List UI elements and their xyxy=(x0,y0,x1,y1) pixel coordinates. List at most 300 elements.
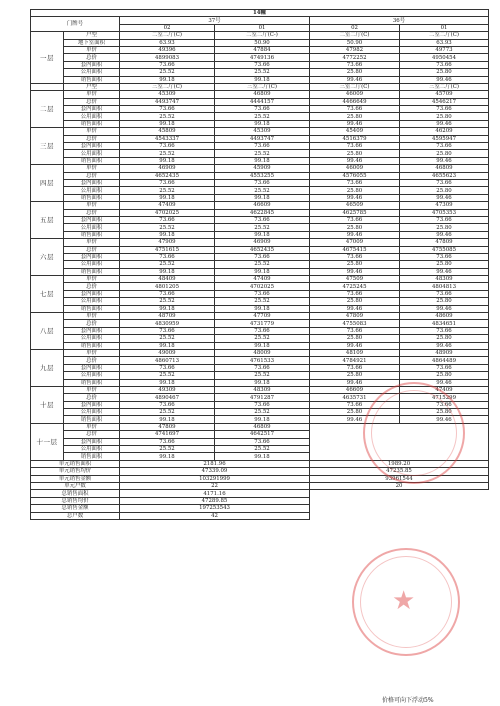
row-label-sale: 销售面积 xyxy=(64,379,120,386)
row-label-sale: 销售面积 xyxy=(64,231,120,238)
sale-area: 99.46 xyxy=(310,120,400,127)
summary-total-avg-label: 总销售均价 xyxy=(31,497,120,504)
public-area: 25.80 xyxy=(400,335,489,342)
unit-price: 45709 xyxy=(400,91,489,98)
sale-area: 99.46 xyxy=(310,157,400,164)
row-label-price: 单价 xyxy=(64,91,120,98)
basement-area: 63.93 xyxy=(400,39,489,46)
summary-total-avg: 47289.85 xyxy=(120,497,310,504)
unit-price: 49309 xyxy=(120,386,215,393)
unit-price: 47309 xyxy=(400,202,489,209)
sale-area: 99.18 xyxy=(215,120,310,127)
summary-total-amount-label: 总销售金额 xyxy=(31,505,120,512)
sale-area: 99.18 xyxy=(120,416,215,423)
public-area: 25.52 xyxy=(120,187,215,194)
floor-label: 六层 xyxy=(31,239,64,276)
unit-price: 46009 xyxy=(310,165,400,172)
row-label-public: 公用面积 xyxy=(64,113,120,120)
row-label-total: 总价 xyxy=(64,394,120,401)
inner-area: 73.66 xyxy=(310,143,400,150)
total-price: 4761533 xyxy=(215,357,310,364)
sale-area: 99.46 xyxy=(400,379,489,386)
inner-area: 73.66 xyxy=(400,106,489,113)
public-area: 25.80 xyxy=(400,187,489,194)
unit-type: 二室二厅(C) xyxy=(120,32,215,39)
floor-label: 九层 xyxy=(31,349,64,386)
summary-unit-sale-area: 2181.96 xyxy=(120,460,310,467)
row-label-total: 总价 xyxy=(64,431,120,438)
summary-total-area-label: 总销售面积 xyxy=(31,490,120,497)
public-area: 25.80 xyxy=(400,150,489,157)
total-price: 4655623 xyxy=(400,172,489,179)
basement-area: 50.90 xyxy=(310,39,400,46)
sale-area: 99.46 xyxy=(310,379,400,386)
public-area: 25.52 xyxy=(120,150,215,157)
inner-area: 73.66 xyxy=(120,401,215,408)
inner-area: 73.66 xyxy=(120,438,215,445)
public-area: 25.80 xyxy=(400,113,489,120)
empty-cell xyxy=(310,505,489,512)
public-area: 25.80 xyxy=(400,224,489,231)
unit-price: 49396 xyxy=(120,46,215,53)
unit-price: 48909 xyxy=(400,349,489,356)
row-label-basement: 地下室面积 xyxy=(64,39,120,46)
row-label-price: 单价 xyxy=(64,46,120,53)
total-price: 4444157 xyxy=(215,98,310,105)
inner-area: 73.66 xyxy=(120,364,215,371)
public-area: 25.52 xyxy=(215,372,310,379)
floor-label: 二层 xyxy=(31,91,64,128)
inner-area: 73.66 xyxy=(400,143,489,150)
row-label-public: 公用面积 xyxy=(64,298,120,305)
unit-price: 47409 xyxy=(400,386,489,393)
inner-area: 73.66 xyxy=(120,179,215,186)
unit-price: 46909 xyxy=(215,239,310,246)
row-label-total: 总价 xyxy=(64,135,120,142)
public-area: 25.80 xyxy=(400,409,489,416)
inner-area: 73.66 xyxy=(215,438,310,445)
sale-area: 99.46 xyxy=(400,194,489,201)
sale-area: 99.18 xyxy=(215,453,310,460)
unit-price: 46809 xyxy=(215,91,310,98)
inner-area: 73.66 xyxy=(400,327,489,334)
row-label-public: 公用面积 xyxy=(64,372,120,379)
room-number: 02 xyxy=(310,24,400,31)
row-label-total: 总价 xyxy=(64,357,120,364)
sale-area: 99.18 xyxy=(120,379,215,386)
sale-area: 99.46 xyxy=(310,231,400,238)
sale-area: 99.18 xyxy=(120,157,215,164)
unit-price: 45909 xyxy=(215,165,310,172)
inner-area: 73.66 xyxy=(310,290,400,297)
row-label-sale: 销售面积 xyxy=(64,194,120,201)
summary-unit-avg-price-label: 单元销售均价 xyxy=(31,468,120,475)
sale-area: 99.46 xyxy=(310,305,400,312)
price-note: 价格可向下浮动5% xyxy=(382,697,434,704)
row-label-inner: 套内面积 xyxy=(64,106,120,113)
total-price: 4772252 xyxy=(310,54,400,61)
total-price: 4784921 xyxy=(310,357,400,364)
row-label-inner: 套内面积 xyxy=(64,179,120,186)
unit-price: 46909 xyxy=(120,165,215,172)
floor-label: 四层 xyxy=(31,165,64,202)
sale-area: 99.46 xyxy=(400,76,489,83)
total-price: 4804813 xyxy=(400,283,489,290)
sale-area: 99.18 xyxy=(215,194,310,201)
row-label-total: 总价 xyxy=(64,283,120,290)
total-price: 4834651 xyxy=(400,320,489,327)
room-number: 01 xyxy=(400,24,489,31)
total-price: 4830959 xyxy=(120,320,215,327)
row-label-inner: 套内面积 xyxy=(64,216,120,223)
sale-area: 99.18 xyxy=(215,268,310,275)
sale-area: 99.18 xyxy=(215,416,310,423)
row-label-sale: 销售面积 xyxy=(64,342,120,349)
total-price: 4751615 xyxy=(120,246,215,253)
inner-area: 73.66 xyxy=(400,253,489,260)
public-area: 25.52 xyxy=(120,224,215,231)
public-area: 25.80 xyxy=(400,298,489,305)
row-label-total: 总价 xyxy=(64,246,120,253)
unit-price: 48709 xyxy=(120,313,215,320)
row-label-total: 总价 xyxy=(64,209,120,216)
row-label-sale: 销售面积 xyxy=(64,268,120,275)
inner-area: 73.66 xyxy=(400,364,489,371)
public-area: 25.52 xyxy=(120,113,215,120)
total-price: 4890467 xyxy=(120,394,215,401)
sale-area: 99.46 xyxy=(310,342,400,349)
row-label-public: 公用面积 xyxy=(64,69,120,76)
row-label-sale: 销售面积 xyxy=(64,305,120,312)
public-area: 25.52 xyxy=(120,409,215,416)
sale-area: 99.18 xyxy=(215,231,310,238)
sale-area: 99.18 xyxy=(215,342,310,349)
total-price: 4715299 xyxy=(400,394,489,401)
unit-price: 47909 xyxy=(120,239,215,246)
sale-area: 99.46 xyxy=(400,305,489,312)
total-price: 4576055 xyxy=(310,172,400,179)
unit-type: 三室二厅(C) xyxy=(310,83,400,90)
summary-unit-total: 93961544 xyxy=(310,475,489,482)
total-price: 4625785 xyxy=(310,209,400,216)
row-label-sale: 销售面积 xyxy=(64,157,120,164)
sale-area: 99.18 xyxy=(215,157,310,164)
total-price: 4702025 xyxy=(215,283,310,290)
public-area: 25.52 xyxy=(215,446,310,453)
total-price: 4675415 xyxy=(310,246,400,253)
sale-area: 99.18 xyxy=(120,342,215,349)
empty-cell xyxy=(310,512,489,519)
summary-unit-count: 22 xyxy=(120,483,310,490)
summary-unit-sale-area-label: 单元销售面积 xyxy=(31,460,120,467)
basement-area: 63.93 xyxy=(120,39,215,46)
inner-area: 73.66 xyxy=(215,290,310,297)
total-price: 4860713 xyxy=(120,357,215,364)
row-label-sale: 销售面积 xyxy=(64,453,120,460)
sale-area: 99.46 xyxy=(400,120,489,127)
public-area: 25.80 xyxy=(310,150,400,157)
inner-area: 73.66 xyxy=(310,179,400,186)
inner-area: 73.66 xyxy=(400,401,489,408)
inner-area: 73.66 xyxy=(310,106,400,113)
floor-label: 十一层 xyxy=(31,423,64,460)
total-price: 4899083 xyxy=(120,54,215,61)
summary-unit-total: 103291999 xyxy=(120,475,310,482)
unit-price: 48409 xyxy=(120,276,215,283)
unit-price: 45409 xyxy=(310,128,400,135)
floor-label-blank xyxy=(31,83,64,90)
row-label-total: 总价 xyxy=(64,172,120,179)
unit-price: 45309 xyxy=(215,128,310,135)
sale-area: 99.46 xyxy=(310,416,400,423)
row-label-inner: 套内面积 xyxy=(64,253,120,260)
summary-unit-avg-price: 47339.09 xyxy=(120,468,310,475)
unit-37-header: 37号 xyxy=(120,17,310,24)
inner-area: 73.66 xyxy=(215,106,310,113)
row-label-inner: 套内面积 xyxy=(64,61,120,68)
total-price: 4543337 xyxy=(120,135,215,142)
sale-area: 99.18 xyxy=(120,194,215,201)
total-price: 4755085 xyxy=(400,246,489,253)
unit-price: 46509 xyxy=(310,202,400,209)
public-area: 25.52 xyxy=(215,335,310,342)
public-area: 25.52 xyxy=(215,298,310,305)
row-label-type: 户型 xyxy=(64,32,120,39)
public-area: 25.80 xyxy=(310,224,400,231)
total-price: 4652435 xyxy=(215,246,310,253)
row-label-price: 单价 xyxy=(64,313,120,320)
total-price: 4516379 xyxy=(310,135,400,142)
row-label-total: 总价 xyxy=(64,98,120,105)
total-price: 4950454 xyxy=(400,54,489,61)
inner-area: 73.66 xyxy=(120,143,215,150)
inner-area: 73.66 xyxy=(215,327,310,334)
unit-price: 47009 xyxy=(310,239,400,246)
sale-area: 99.46 xyxy=(400,268,489,275)
total-price: 4801205 xyxy=(120,283,215,290)
public-area: 25.80 xyxy=(400,261,489,268)
public-area: 25.52 xyxy=(120,69,215,76)
row-label-price: 单价 xyxy=(64,423,120,430)
floor-label: 十层 xyxy=(31,386,64,423)
floor-label: 一层 xyxy=(31,32,64,84)
unit-price: 48009 xyxy=(215,349,310,356)
public-area: 25.52 xyxy=(120,298,215,305)
inner-area: 73.66 xyxy=(310,253,400,260)
public-area: 25.52 xyxy=(215,187,310,194)
total-price: 4652435 xyxy=(120,172,215,179)
unit-price: 46009 xyxy=(310,91,400,98)
empty-cell xyxy=(310,497,489,504)
floor-label: 五层 xyxy=(31,202,64,239)
row-label-price: 单价 xyxy=(64,239,120,246)
sale-area: 99.18 xyxy=(215,76,310,83)
row-label-public: 公用面积 xyxy=(64,446,120,453)
sale-area: 99.46 xyxy=(310,76,400,83)
public-area: 25.52 xyxy=(215,409,310,416)
unit-type: 三室二厅(C) xyxy=(120,83,215,90)
sale-area: 99.46 xyxy=(310,268,400,275)
inner-area: 73.66 xyxy=(120,216,215,223)
row-label-inner: 套内面积 xyxy=(64,327,120,334)
unit-price: 47709 xyxy=(215,313,310,320)
row-label-public: 公用面积 xyxy=(64,335,120,342)
total-price: 4749136 xyxy=(215,54,310,61)
row-label-price: 单价 xyxy=(64,276,120,283)
sale-area: 99.46 xyxy=(310,194,400,201)
red-seal-stamp: ★ xyxy=(352,548,460,656)
sale-area: 99.46 xyxy=(400,157,489,164)
unit-price: 46609 xyxy=(215,202,310,209)
public-area: 25.80 xyxy=(400,372,489,379)
public-area: 25.80 xyxy=(310,187,400,194)
inner-area: 73.66 xyxy=(120,61,215,68)
sale-area: 99.18 xyxy=(120,231,215,238)
total-price: 4705353 xyxy=(400,209,489,216)
inner-area: 73.66 xyxy=(215,179,310,186)
empty-cell xyxy=(310,490,489,497)
total-price: 4755083 xyxy=(310,320,400,327)
row-label-inner: 套内面积 xyxy=(64,401,120,408)
unit-price: 47982 xyxy=(310,46,400,53)
inner-area: 73.66 xyxy=(400,216,489,223)
public-area: 25.80 xyxy=(310,298,400,305)
inner-area: 73.66 xyxy=(215,61,310,68)
unit-price: 47409 xyxy=(215,276,310,283)
inner-area: 73.66 xyxy=(215,216,310,223)
total-price: 4595947 xyxy=(400,135,489,142)
public-area: 25.52 xyxy=(215,150,310,157)
public-area: 25.52 xyxy=(120,261,215,268)
inner-area: 73.66 xyxy=(310,327,400,334)
sale-area: 99.18 xyxy=(120,305,215,312)
total-price: 4546217 xyxy=(400,98,489,105)
unit-type: 二室二厅(C-) xyxy=(215,32,310,39)
summary-unit-count: 20 xyxy=(310,483,489,490)
inner-area: 73.66 xyxy=(310,61,400,68)
unit-price: 47809 xyxy=(400,239,489,246)
total-price: 4553255 xyxy=(215,172,310,179)
public-area: 25.80 xyxy=(310,372,400,379)
inner-area: 73.66 xyxy=(310,216,400,223)
red-seal-stamp xyxy=(363,382,465,484)
unit-price: 46809 xyxy=(400,165,489,172)
unit-price: 46809 xyxy=(215,423,310,430)
unit-type: 三室二厅(C) xyxy=(400,83,489,90)
row-label-sale: 销售面积 xyxy=(64,76,120,83)
unit-price: 49009 xyxy=(120,349,215,356)
public-area: 25.80 xyxy=(310,335,400,342)
row-label-public: 公用面积 xyxy=(64,224,120,231)
inner-area: 73.66 xyxy=(310,364,400,371)
unit-price: 49773 xyxy=(400,46,489,53)
total-price: 4493747 xyxy=(215,135,310,142)
inner-area: 73.66 xyxy=(215,253,310,260)
unit-price: 48309 xyxy=(215,386,310,393)
row-label-inner: 套内面积 xyxy=(64,438,120,445)
unit-price: 47809 xyxy=(120,423,215,430)
room-number: 02 xyxy=(120,24,215,31)
sale-area: 99.46 xyxy=(400,416,489,423)
inner-area: 73.66 xyxy=(120,290,215,297)
unit-price: 48609 xyxy=(400,313,489,320)
public-area: 25.52 xyxy=(215,69,310,76)
row-label-public: 公用面积 xyxy=(64,187,120,194)
row-label-price: 单价 xyxy=(64,128,120,135)
total-price: 4725245 xyxy=(310,283,400,290)
building-title: 14幢 xyxy=(31,10,489,17)
public-area: 25.52 xyxy=(120,446,215,453)
row-label-price: 单价 xyxy=(64,349,120,356)
inner-area: 73.66 xyxy=(215,143,310,150)
summary-total-amount: 197253543 xyxy=(120,505,310,512)
public-area: 25.52 xyxy=(120,372,215,379)
row-label-inner: 套内面积 xyxy=(64,364,120,371)
sale-area: 99.18 xyxy=(120,268,215,275)
row-label-price: 单价 xyxy=(64,165,120,172)
public-area: 25.52 xyxy=(215,113,310,120)
sale-area: 99.18 xyxy=(215,379,310,386)
unit-price: 47884 xyxy=(215,46,310,53)
unit-price: 47509 xyxy=(310,276,400,283)
inner-area: 73.66 xyxy=(310,401,400,408)
row-label-inner: 套内面积 xyxy=(64,143,120,150)
summary-unit-sale-area: 1989.20 xyxy=(310,460,489,467)
unit-price: 46209 xyxy=(400,128,489,135)
row-label-public: 公用面积 xyxy=(64,409,120,416)
total-price: 4731779 xyxy=(215,320,310,327)
public-area: 25.80 xyxy=(400,69,489,76)
public-area: 25.80 xyxy=(310,69,400,76)
sale-area: 99.46 xyxy=(400,231,489,238)
row-label-sale: 销售面积 xyxy=(64,416,120,423)
summary-total-count-label: 总户数 xyxy=(31,512,120,519)
inner-area: 73.66 xyxy=(215,364,310,371)
basement-area: 50.90 xyxy=(215,39,310,46)
summary-unit-total-label: 单元销售金额 xyxy=(31,475,120,482)
unit-price: 47409 xyxy=(120,202,215,209)
total-price: 4642517 xyxy=(215,431,310,438)
sale-area: 99.18 xyxy=(215,305,310,312)
unit-price: 48109 xyxy=(310,349,400,356)
public-area: 25.52 xyxy=(120,335,215,342)
sale-area: 99.18 xyxy=(120,76,215,83)
sale-area: 99.46 xyxy=(400,342,489,349)
row-label-inner: 套内面积 xyxy=(64,290,120,297)
public-area: 25.52 xyxy=(215,224,310,231)
unit-price: 46609 xyxy=(310,386,400,393)
total-price: 4466649 xyxy=(310,98,400,105)
total-price: 4493747 xyxy=(120,98,215,105)
total-price: 4791287 xyxy=(215,394,310,401)
summary-unit-count-label: 单元户数 xyxy=(31,483,120,490)
inner-area: 73.66 xyxy=(120,253,215,260)
total-price: 4741697 xyxy=(120,431,215,438)
room-number: 01 xyxy=(215,24,310,31)
door-label: 门牌号 xyxy=(31,17,120,32)
unit-36-header: 36号 xyxy=(310,17,489,24)
inner-area: 73.66 xyxy=(400,61,489,68)
row-label-type: 户型 xyxy=(64,83,120,90)
unit-price: 45309 xyxy=(120,91,215,98)
summary-total-count: 42 xyxy=(120,512,310,519)
floor-label: 八层 xyxy=(31,313,64,350)
row-label-sale: 销售面积 xyxy=(64,120,120,127)
unit-price: 47809 xyxy=(310,313,400,320)
sale-area: 99.18 xyxy=(120,120,215,127)
unit-price: 48309 xyxy=(400,276,489,283)
row-label-price: 单价 xyxy=(64,386,120,393)
